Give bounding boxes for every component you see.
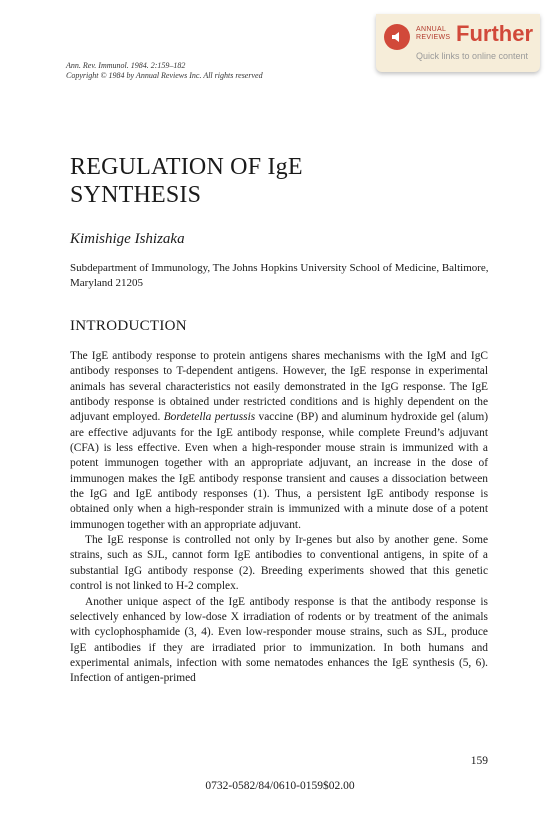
annual-reviews-label [416, 26, 450, 42]
journal-line-1: Ann. Rev. Immunol. 1984. 2:159–182 [66, 61, 186, 70]
further-label: Further [456, 21, 533, 46]
section-heading: INTRODUCTION [70, 318, 187, 334]
author-name: Kimishige Ishizaka [70, 231, 185, 247]
issn-code: 0732-0582/84/0610-0159$02.00 [205, 780, 355, 792]
species-name: Bordetella pertussis [163, 411, 256, 424]
article-title: REGULATION OF IgE SYNTHESIS [70, 154, 303, 208]
paragraph-1 [70, 349, 488, 533]
further-banner[interactable] [376, 14, 540, 72]
paragraph-2: The IgE response is controlled not only by Ir-genes but also by another gene. Some strains, such as SJL, cannot form IgE antibodies to conventional antigens, in spite of a substantial IgG antibody response (2). Breeding experiments showed that this genetic control is not linked to H-2 complex. [70, 534, 488, 593]
article-body [70, 349, 488, 687]
paragraph-1-part-b: vaccine (BP) and aluminum hydroxide gel (alum) are effective adjuvants for the IgE antibody response, while complete Freund’s adjuvant (CFA) is less effective. Even when a high-responder mouse strain is immunized with a potent immunogen together with an appropriate adjuvant, an increase in the dose of immunogen makes the IgE antibody response transient and causes a dissociation between the IgG and IgE antibody responses (1). Thus, a persistent IgE antibody response is obtained only when a high-responder strain is immunized with a minute dose of a potent immunogen together with an appropriate adjuvant. [70, 411, 489, 531]
speaker-icon [384, 24, 410, 50]
paragraph-3: Another unique aspect of the IgE antibody response is that the antibody response is selectively enhanced by low-dose X irradiation of rodents or by treatment of the animals with cyclophosphamide (3, 4). Even low-responder mouse strains, such as SJL, produce IgE antibodies if they are irradiated prior to immunization. In both humans and experimental animals, infection with some nematodes enhances the IgE synthesis (5, 6). Infection of antigen-primed [70, 595, 488, 685]
journal-citation [66, 61, 263, 81]
paragraph-1-part-a: The IgE antibody response to protein antigens shares mechanisms with the IgM and IgC antibody responses to T-dependent antigens. However, the IgE response in experimental animals has several characteristics not easily demonstrated in the IgG response. The IgE antibody response is obtained under restricted conditions and is highly dependent on the adjuvant employed. [70, 350, 488, 424]
page-number: 159 [470, 755, 488, 767]
journal-line-2: Copyright © 1984 by Annual Reviews Inc. All rights reserved [66, 71, 263, 80]
author-affiliation: Subdepartment of Immunology, The Johns Hopkins University School of Medicine, Baltimore, Maryland 21205 [70, 262, 489, 289]
banner-subtitle: Quick links to online content [416, 51, 529, 61]
annual-reviews-text: ANNUAL REVIEWS [416, 26, 451, 41]
